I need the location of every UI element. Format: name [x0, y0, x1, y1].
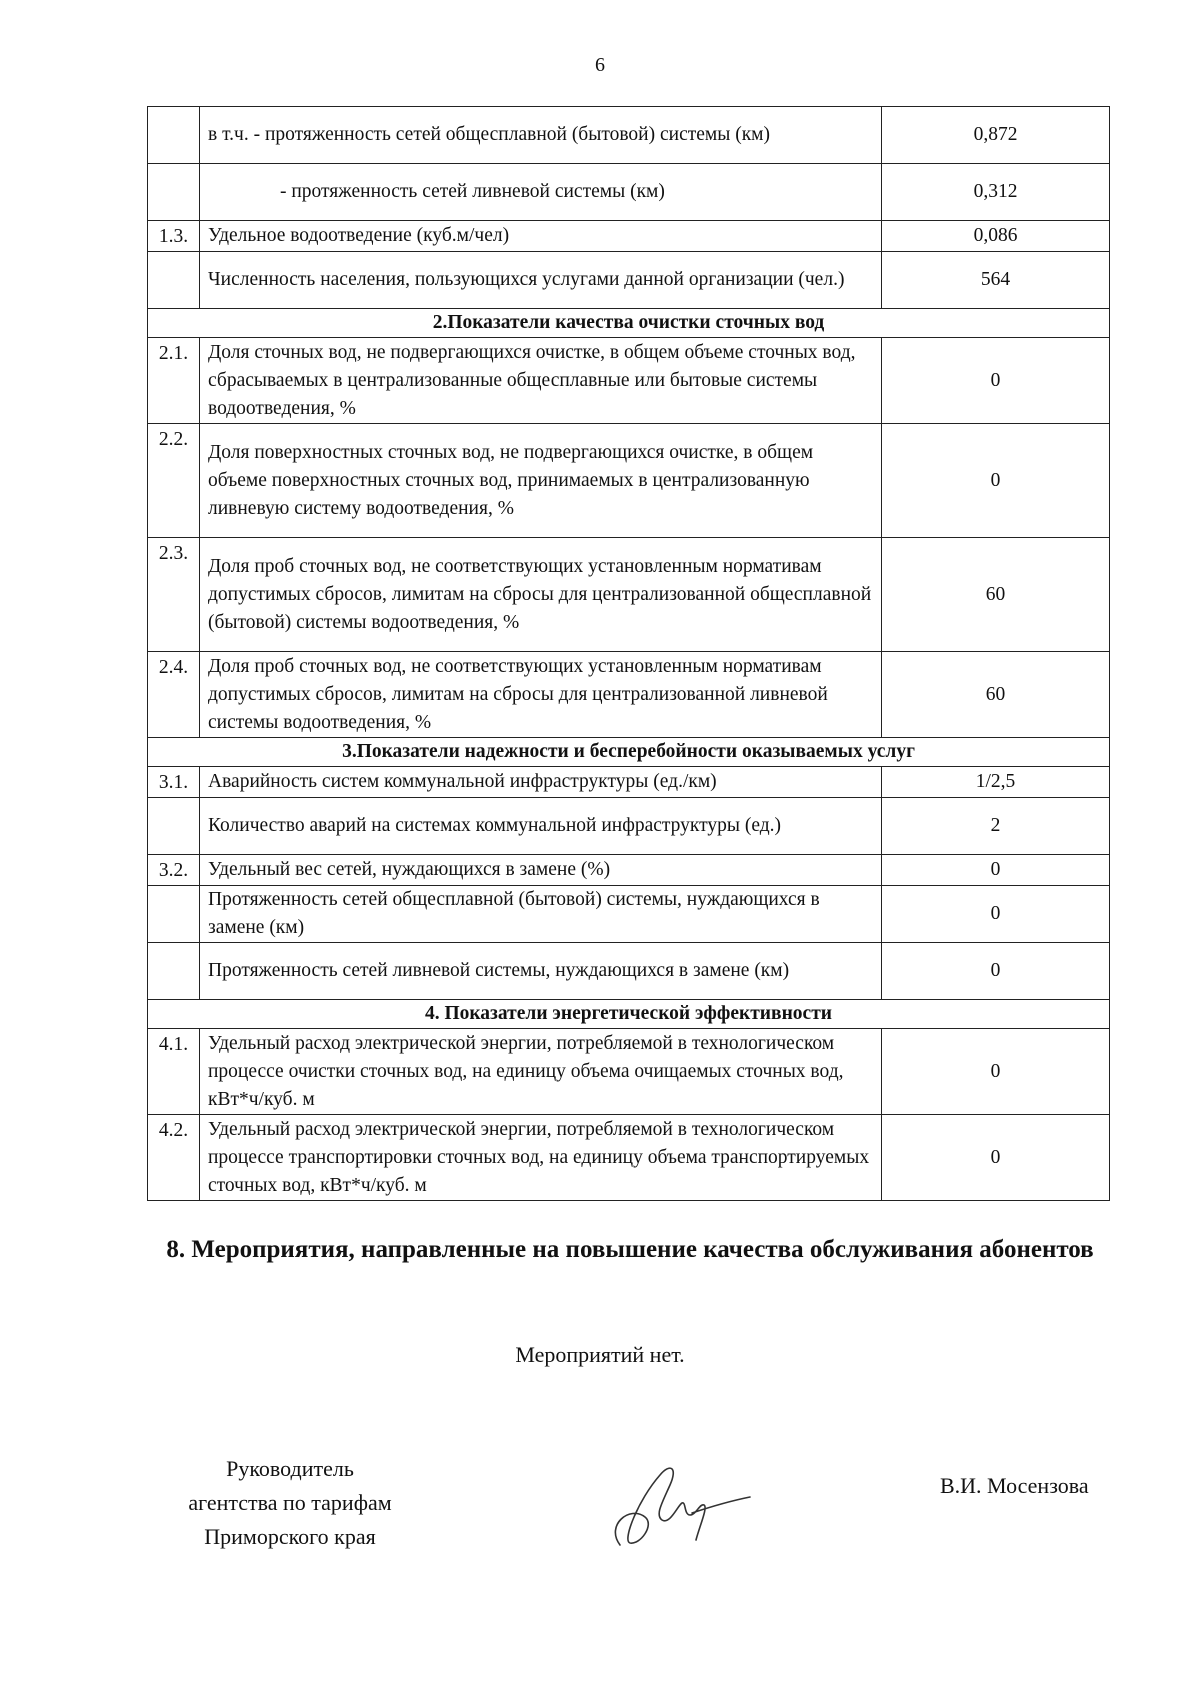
signer-name: В.И. Мосензова [940, 1473, 1089, 1498]
indicator-value: 60 [882, 538, 1110, 652]
table-row [148, 943, 1110, 1000]
indicator-name: Доля проб сточных вод, не соответствующих установленным нормативам допустимых сбросов, лимитам на сбросы для централизованной ливневой системы водоотведения, % [200, 652, 882, 738]
row-number [148, 886, 200, 943]
row-number: 3.2. [148, 855, 200, 886]
indicator-name: в т.ч. - протяженность сетей общесплавной (бытовой) системы (км) [200, 107, 882, 164]
indicator-name: Аварийность систем коммунальной инфраструктуры (ед./км) [200, 767, 882, 798]
table-row [148, 855, 1110, 886]
row-number [148, 943, 200, 1000]
table-row [148, 538, 1110, 652]
indicator-value: 0 [882, 855, 1110, 886]
section-title: 2.Показатели качества очистки сточных вод [148, 309, 1110, 338]
indicator-value: 2 [882, 798, 1110, 855]
indicator-value: 0 [882, 424, 1110, 538]
table-row [148, 252, 1110, 309]
handwritten-signature [600, 1445, 760, 1555]
row-number: 2.4. [148, 652, 200, 738]
table-row [148, 338, 1110, 424]
table-row [148, 164, 1110, 221]
indicator-name: Удельное водоотведение (куб.м/чел) [200, 221, 882, 252]
indicator-name: Удельный вес сетей, нуждающихся в замене (%) [200, 855, 882, 886]
table-row [148, 221, 1110, 252]
indicator-value: 0,086 [882, 221, 1110, 252]
row-number: 4.2. [148, 1115, 200, 1201]
section-header-row [148, 738, 1110, 767]
signatory-position [140, 1452, 440, 1554]
indicator-value: 0 [882, 1029, 1110, 1115]
row-number: 4.1. [148, 1029, 200, 1115]
table-row [148, 652, 1110, 738]
indicator-name: Удельный расход электрической энергии, потребляемой в технологическом процессе транспортировки сточных вод, на единицу объема транспортируемых сточных вод, кВт*ч/куб. м [200, 1115, 882, 1201]
indicator-name: - протяженность сетей ливневой системы (км) [200, 164, 882, 221]
indicator-value: 60 [882, 652, 1110, 738]
indicator-value: 0,872 [882, 107, 1110, 164]
table-row [148, 767, 1110, 798]
indicator-name: Численность населения, пользующихся услугами данной организации (чел.) [200, 252, 882, 309]
row-number: 2.2. [148, 424, 200, 538]
table-row [148, 886, 1110, 943]
signatory-line: Руководитель [226, 1456, 354, 1481]
section-header-row [148, 1000, 1110, 1029]
measures-heading: 8. Мероприятия, направленные на повышение качества обслуживания абонентов [166, 1236, 1094, 1263]
table-row [148, 1029, 1110, 1115]
row-number [148, 164, 200, 221]
row-number: 2.1. [148, 338, 200, 424]
section-title: 4. Показатели энергетической эффективности [148, 1000, 1110, 1029]
indicator-value: 564 [882, 252, 1110, 309]
row-number: 3.1. [148, 767, 200, 798]
indicator-name: Доля проб сточных вод, не соответствующих установленным нормативам допустимых сбросов, лимитам на сбросы для централизованной общесплавной (бытовой) системы водоотведения, % [200, 538, 882, 652]
row-number [148, 252, 200, 309]
table-row [148, 798, 1110, 855]
page-number: 6 [595, 54, 605, 76]
row-number: 2.3. [148, 538, 200, 652]
table-row [148, 107, 1110, 164]
indicator-name: Доля сточных вод, не подвергающихся очистке, в общем объеме сточных вод, сбрасываемых в централизованные общесплавные или бытовые системы водоотведения, % [200, 338, 882, 424]
indicator-value: 0 [882, 338, 1110, 424]
indicator-value: 0,312 [882, 164, 1110, 221]
measures-text: Мероприятий нет. [515, 1342, 685, 1367]
indicators-table [147, 106, 1110, 1201]
section-header-row [148, 309, 1110, 338]
indicator-name: Количество аварий на системах коммунальной инфраструктуры (ед.) [200, 798, 882, 855]
row-number [148, 107, 200, 164]
row-number [148, 798, 200, 855]
signatory-line: агентства по тарифам [188, 1490, 392, 1515]
indicator-name: Протяженность сетей общесплавной (бытовой) системы, нуждающихся в замене (км) [200, 886, 882, 943]
indicator-name: Доля поверхностных сточных вод, не подвергающихся очистке, в общем объеме поверхностных сточных вод, принимаемых в централизованную ливневую систему водоотведения, % [200, 424, 882, 538]
indicator-name: Удельный расход электрической энергии, потребляемой в технологическом процессе очистки сточных вод, на единицу объема очищаемых сточных вод, кВт*ч/куб. м [200, 1029, 882, 1115]
signatory-line: Приморского края [204, 1524, 376, 1549]
indicator-value: 0 [882, 943, 1110, 1000]
indicator-value: 1/2,5 [882, 767, 1110, 798]
table-row [148, 1115, 1110, 1201]
indicator-value: 0 [882, 886, 1110, 943]
section-title: 3.Показатели надежности и бесперебойности оказываемых услуг [148, 738, 1110, 767]
table-row [148, 424, 1110, 538]
row-number: 1.3. [148, 221, 200, 252]
indicator-value: 0 [882, 1115, 1110, 1201]
indicator-name: Протяженность сетей ливневой системы, нуждающихся в замене (км) [200, 943, 882, 1000]
